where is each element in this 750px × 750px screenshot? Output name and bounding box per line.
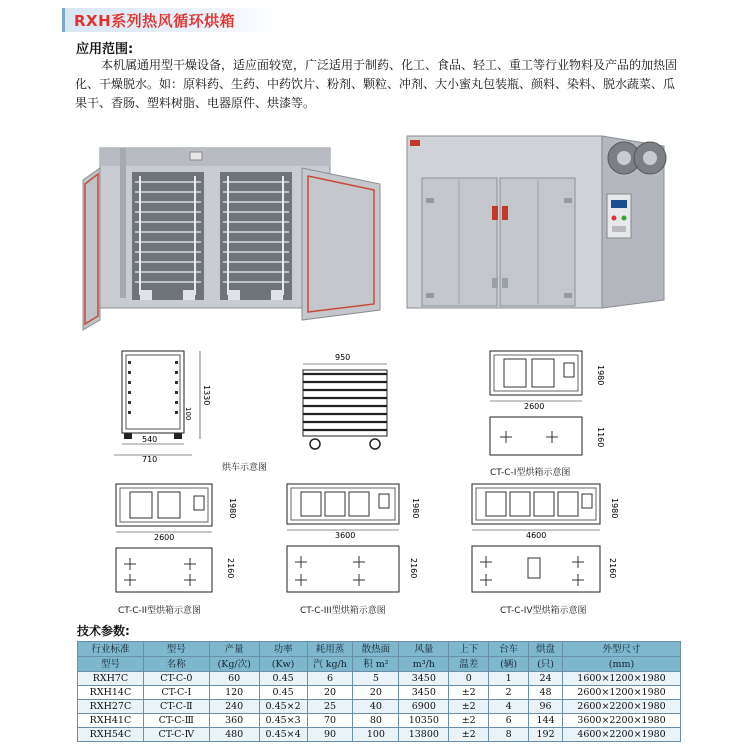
header-cell: (mm) [563, 657, 681, 672]
table-cell: 2 [489, 686, 529, 700]
table-cell: 2600×2200×1980 [563, 700, 681, 714]
header-cell: 外型尺寸 [563, 642, 681, 657]
ct-c-i-height1: 1980 [596, 365, 605, 386]
table-cell: 6900 [399, 700, 449, 714]
table-cell: ±2 [449, 700, 489, 714]
spec-header-row-1 [78, 642, 681, 657]
table-cell: ±2 [449, 714, 489, 728]
ct-c-i-height2: 1160 [596, 427, 605, 448]
table-cell: 0.45×4 [259, 728, 307, 742]
table-cell: RXH14C [78, 686, 144, 700]
table-cell: 2600×1200×1980 [563, 686, 681, 700]
ct-c-ii-drawing [110, 478, 250, 603]
table-cell: 1 [489, 672, 529, 686]
table-cell: 144 [529, 714, 563, 728]
ct-c-iii-height1: 1980 [411, 498, 420, 519]
table-cell: 3600×2200×1980 [563, 714, 681, 728]
table-cell: 3450 [399, 672, 449, 686]
application-heading: 应用范围: [76, 42, 134, 57]
table-cell: 13800 [399, 728, 449, 742]
ct-c-ii-caption: CT-C-II型烘箱示意图 [118, 606, 202, 616]
table-cell: 10350 [399, 714, 449, 728]
table-cell: RXH41C [78, 714, 144, 728]
table-cell: ±2 [449, 686, 489, 700]
table-cell: 6 [307, 672, 353, 686]
table-cell: 20 [307, 686, 353, 700]
table-cell: 6 [489, 714, 529, 728]
table-cell: 480 [209, 728, 259, 742]
table-cell: 360 [209, 714, 259, 728]
header-cell: (Kw) [259, 657, 307, 672]
header-cell: 行业标准 [78, 642, 144, 657]
header-cell: 温差 [449, 657, 489, 672]
table-cell: 40 [353, 700, 399, 714]
header-cell: 型号 [143, 642, 209, 657]
ct-c-iii-drawing [283, 478, 433, 603]
table-row [78, 672, 681, 686]
table-cell: 3450 [399, 686, 449, 700]
ct-c-iv-width: 4600 [526, 531, 547, 540]
cart-inner-width-label: 540 [142, 435, 158, 444]
table-cell: 4600×2200×1980 [563, 728, 681, 742]
table-cell: RXH7C [78, 672, 144, 686]
header-cell: 散热面 [353, 642, 399, 657]
table-cell: ±2 [449, 728, 489, 742]
table-row [78, 686, 681, 700]
table-cell: 60 [209, 672, 259, 686]
table-cell: CT-C-0 [143, 672, 209, 686]
table-cell: 0.45×2 [259, 700, 307, 714]
header-cell: 烘盘 [529, 642, 563, 657]
table-row [78, 700, 681, 714]
header-cell: 台车 [489, 642, 529, 657]
table-cell: 192 [529, 728, 563, 742]
table-cell: 100 [353, 728, 399, 742]
spec-header-row-2 [78, 657, 681, 672]
cart-front-drawing [110, 345, 220, 465]
table-cell: CT-C-Ⅱ [143, 700, 209, 714]
ct-c-iv-height1: 1980 [610, 498, 619, 519]
table-cell: 8 [489, 728, 529, 742]
cart-caption: 烘车示意图 [222, 463, 268, 473]
header-cell: m³/h [399, 657, 449, 672]
spec-table [77, 641, 681, 742]
table-cell: 1600×1200×1980 [563, 672, 681, 686]
oven-open-photo [80, 140, 385, 335]
table-cell: 96 [529, 700, 563, 714]
table-cell: 0.45×3 [259, 714, 307, 728]
table-cell: 25 [307, 700, 353, 714]
table-cell: 0.45 [259, 672, 307, 686]
page-title: RXH系列热风循环烘箱 [74, 12, 236, 30]
table-cell: 240 [209, 700, 259, 714]
table-cell: 20 [353, 686, 399, 700]
table-cell: 120 [209, 686, 259, 700]
ct-c-iii-width: 3600 [335, 531, 356, 540]
table-row [78, 714, 681, 728]
table-row [78, 728, 681, 742]
header-cell: 汽 kg/h [307, 657, 353, 672]
table-cell: 0.45 [259, 686, 307, 700]
header-cell: (辆) [489, 657, 529, 672]
header-cell: 风量 [399, 642, 449, 657]
header-cell: 上下 [449, 642, 489, 657]
cart-height-label: 1330 [202, 385, 211, 406]
header-cell: 名称 [143, 657, 209, 672]
table-cell: CT-C-Ⅰ [143, 686, 209, 700]
header-cell: 耗用蒸 [307, 642, 353, 657]
table-cell: 5 [353, 672, 399, 686]
table-cell: 0 [449, 672, 489, 686]
ct-c-i-width: 2600 [524, 402, 545, 411]
ct-c-ii-height1: 1980 [228, 498, 237, 519]
ct-c-iv-caption: CT-C-IV型烘箱示意图 [500, 606, 587, 616]
header-cell: 功率 [259, 642, 307, 657]
cart-side-width-label: 950 [335, 353, 351, 362]
header-cell: (Kg/次) [209, 657, 259, 672]
table-cell: CT-C-Ⅲ [143, 714, 209, 728]
table-cell: 90 [307, 728, 353, 742]
table-cell: RXH27C [78, 700, 144, 714]
application-text: 本机属通用型干燥设备，适应面较宽，广泛适用于制药、化工、食品、轻工、重工等行业物料及产品的加热固化、干燥脱水。如：原料药、生药、中药饮片、粉剂、颗粒、冲剂、大小蜜丸包装瓶、颜料、染料、脱水蔬菜、瓜果干、香肠、塑料树脂、电器原件、烘漆等。 [75, 58, 678, 110]
ct-c-iii-caption: CT-C-III型烘箱示意图 [300, 606, 386, 616]
header-cell: 积 m² [353, 657, 399, 672]
ct-c-iv-drawing [468, 478, 628, 603]
cart-leg-label: 100 [184, 407, 192, 421]
table-cell: 70 [307, 714, 353, 728]
table-cell: CT-C-Ⅳ [143, 728, 209, 742]
oven-closed-photo [402, 128, 677, 323]
table-cell: 24 [529, 672, 563, 686]
ct-c-ii-height2: 2160 [226, 558, 235, 579]
ct-c-iv-height2: 2160 [608, 558, 617, 579]
table-cell: RXH54C [78, 728, 144, 742]
spec-heading: 技术参数: [77, 624, 130, 638]
cart-side-drawing [295, 350, 395, 460]
header-cell: 产量 [209, 642, 259, 657]
ct-c-i-drawing [480, 345, 620, 475]
ct-c-iii-height2: 2160 [409, 558, 418, 579]
table-cell: 48 [529, 686, 563, 700]
ct-c-ii-width: 2600 [154, 533, 175, 542]
cart-outer-width-label: 710 [142, 455, 158, 464]
header-cell: (只) [529, 657, 563, 672]
ct-c-i-caption: CT-C-I型烘箱示意图 [490, 468, 571, 478]
table-cell: 4 [489, 700, 529, 714]
table-cell: 80 [353, 714, 399, 728]
header-cell: 型号 [78, 657, 144, 672]
